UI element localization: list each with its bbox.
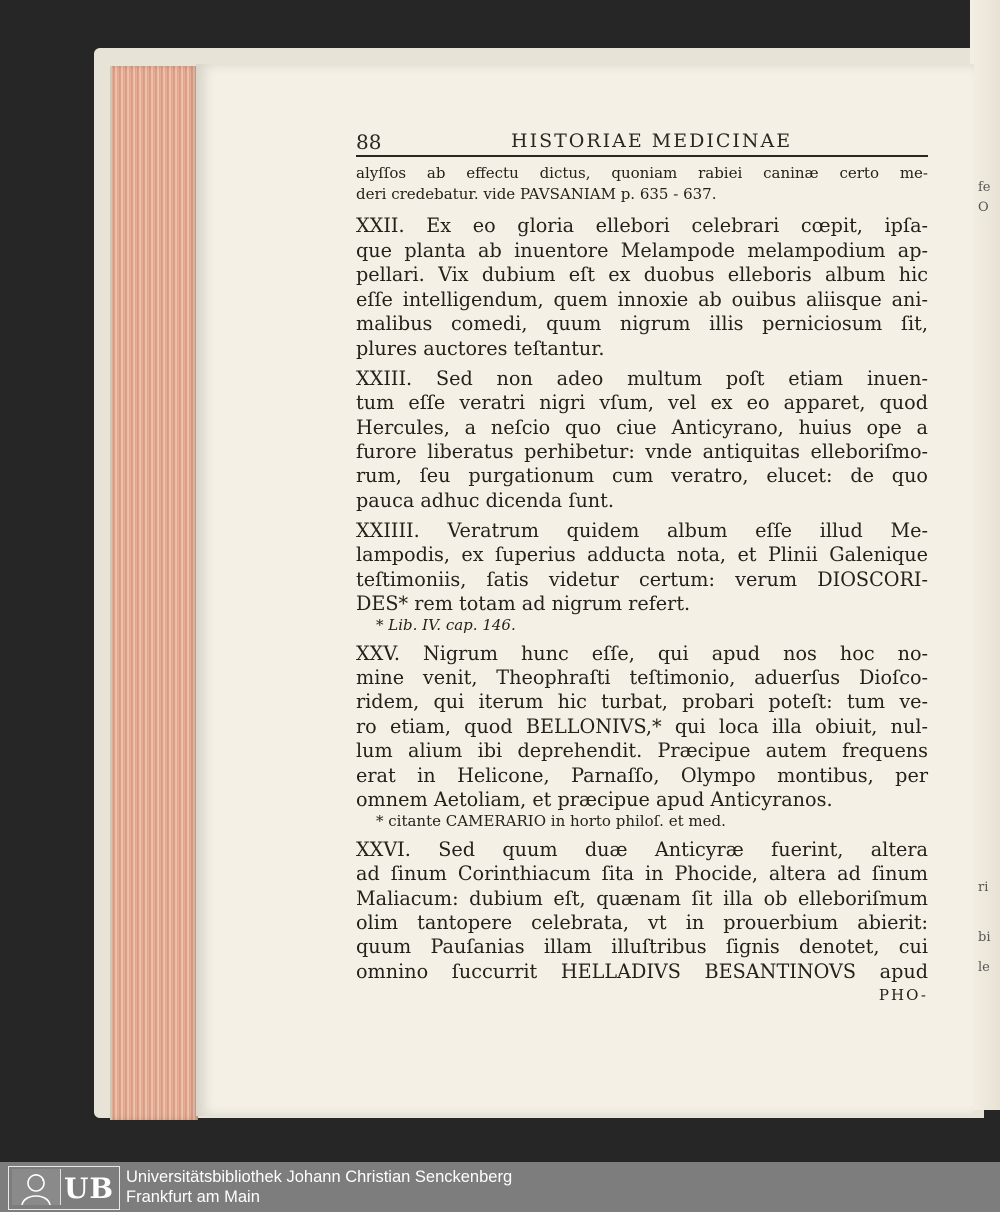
- page-header: [356, 130, 926, 156]
- text-line: ad ſinum Corinthiacum ſita in Phocide, altera ad ſinum: [356, 862, 928, 885]
- text-line: teſtimoniis, ſatis videtur certum: verum DIOSCORI-: [356, 568, 928, 591]
- text-line: quum Pauſanias illam illuſtribus ſignis denotet, cui: [356, 935, 928, 958]
- portrait-seal-icon: [12, 1169, 61, 1205]
- text-line: pellari. Vix dubium eſt ex duobus elleboris album hic: [356, 263, 928, 286]
- text-line: Hercules, a neſcio quo ciue Anticyrano, huius ope a: [356, 416, 928, 439]
- facing-page-edge: fe O ri bi le: [970, 0, 1000, 1110]
- text-line: lampodis, ex ſuperius adducta nota, et Plinii Galenique: [356, 543, 928, 566]
- institution-city: Frankfurt am Main: [126, 1188, 260, 1206]
- text-line: tum eſſe veratri nigri vſum, vel ex eo apparet, quod: [356, 391, 928, 414]
- text-line: malibus comedi, quum nigrum illis perniciosum ſit,: [356, 312, 928, 335]
- text-line: olim tantopere celebrata, vt in prouerbium abierit:: [356, 911, 928, 934]
- text-line: XXV. Nigrum hunc eſſe, qui apud nos hoc no-: [356, 642, 928, 665]
- text-line: deri credebatur. vide PAVSANIAM p. 635 - 637.: [356, 185, 717, 203]
- text-line: pauca adhuc dicenda ſunt.: [356, 489, 614, 512]
- book-page: [196, 64, 974, 1116]
- text-line: rum, ſeu purgationum cum veratro, elucet: de quo: [356, 464, 928, 487]
- text-line: Maliacum: dubium eſt, quænam ſit illa ob elleboriſmum: [356, 887, 928, 910]
- text-line: XXIII. Sed non adeo multum poſt etiam inuen-: [356, 367, 928, 390]
- text-line: eſſe intelligendum, quem innoxie ab ouibus aliisque ani-: [356, 288, 928, 311]
- text-line: plures auctores teſtantur.: [356, 337, 605, 360]
- footnote: * Lib. IV. cap. 146.: [376, 616, 516, 634]
- text-line: ro etiam, quod BELLONIVS,* qui loca illa obiuit, nul-: [356, 715, 928, 738]
- text-line: omnem Aetoliam, et præcipue apud Anticyranos.: [356, 788, 833, 811]
- catchword: PHO-: [878, 986, 928, 1004]
- text-line: erat in Helicone, Parnaſſo, Olympo montibus, per: [356, 764, 928, 787]
- text-line: XXIIII. Veratrum quidem album eſſe illud Me-: [356, 519, 928, 542]
- text-line: alyſſos ab effectu dictus, quoniam rabiei caninæ certo me-: [356, 164, 928, 182]
- ub-logo-text: UB: [64, 1172, 115, 1205]
- running-head: HISTORIAE MEDICINAE: [511, 130, 793, 152]
- header-rule: [356, 155, 928, 157]
- text-line: furore liberatus perhibetur: vnde antiquitas elleboriſmo-: [356, 440, 928, 463]
- text-line: lum alium ibi deprehendit. Præcipue autem frequens: [356, 739, 928, 762]
- text-line: ridem, qui iterum hic turbat, probari poteſt: tum ve-: [356, 690, 928, 713]
- text-line: XXVI. Sed quum duæ Anticyræ fuerint, altera: [356, 838, 928, 861]
- institution-name: Universitätsbibliothek Johann Christian Senckenberg: [126, 1168, 513, 1186]
- text-line: omnino ſuccurrit HELLADIVS BESANTINOVS apud: [356, 960, 928, 983]
- text-line: XXII. Ex eo gloria ellebori celebrari cœpit, ipſa-: [356, 214, 928, 237]
- text-line: DES* rem totam ad nigrum refert.: [356, 592, 691, 615]
- text-line: que planta ab inuentore Melampode melampodium ap-: [356, 239, 928, 262]
- page-number: 88: [356, 130, 382, 154]
- footnote: * citante CAMERARIO in horto philoſ. et med.: [376, 812, 726, 830]
- page-edges: [110, 66, 198, 1120]
- text-line: mine venit, Theophraſti teſtimonio, aduerſus Dioſco-: [356, 666, 928, 689]
